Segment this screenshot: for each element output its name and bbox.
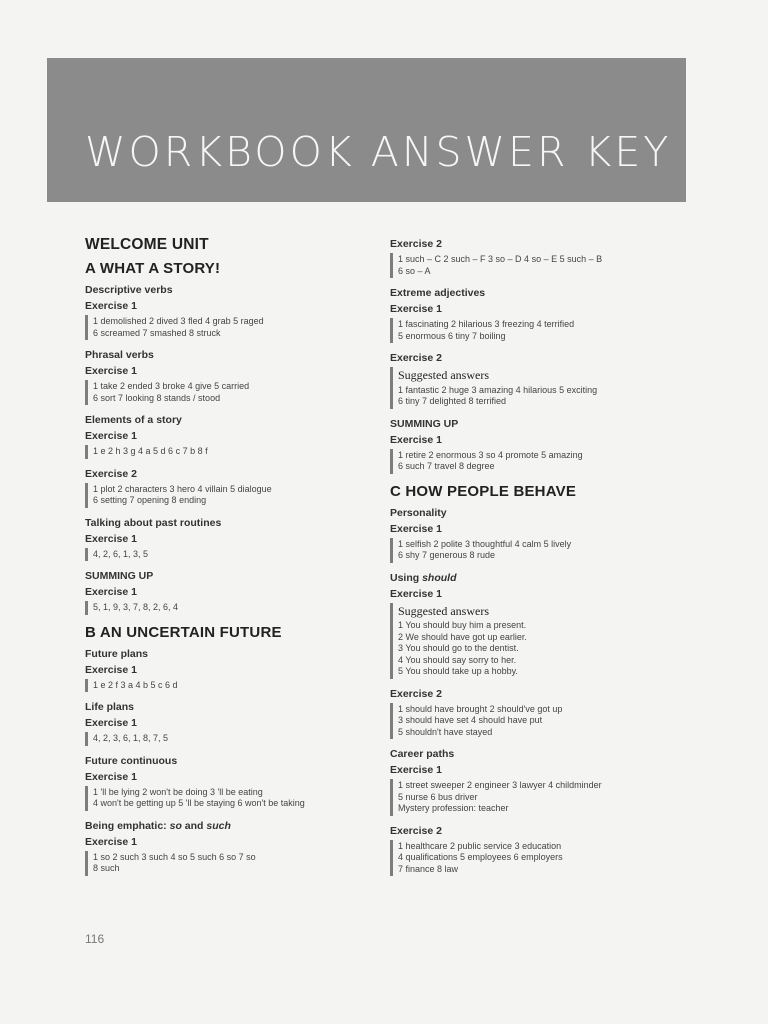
topic-future-continuous: Future continuous <box>85 754 178 767</box>
suggested-answers-label: Suggested answers <box>398 603 489 618</box>
exercise-label: Exercise 2 <box>390 238 442 250</box>
answer-line: 1 retire 2 enormous 3 so 4 promote 5 amazing <box>398 449 583 460</box>
topic-text-italic: should <box>422 571 457 584</box>
answer-block <box>390 840 690 877</box>
exercise-label: Exercise 2 <box>85 467 137 480</box>
section-heading-a: A WHAT A STORY! <box>85 260 221 277</box>
exercise-label: Exercise 1 <box>85 430 137 442</box>
exercise-label: Exercise 1 <box>390 587 442 600</box>
page-number: 116 <box>85 932 105 946</box>
exercise-label: Exercise 1 <box>85 717 137 729</box>
topic-personality: Personality <box>390 506 447 519</box>
exercise-label: Exercise 1 <box>85 532 137 545</box>
answer-block <box>85 851 365 876</box>
answer-block <box>85 601 365 615</box>
exercise-label: Exercise 1 <box>390 764 442 776</box>
answer-block <box>85 786 365 811</box>
exercise-label: Exercise 1 <box>85 365 137 377</box>
answer-line: 1 plot 2 characters 3 hero 4 villain 5 dialogue <box>93 483 272 494</box>
answer-line: 6 screamed 7 smashed 8 struck <box>93 327 221 338</box>
answer-line: 3 You should go to the dentist. <box>398 643 519 653</box>
answer-block <box>390 703 690 740</box>
exercise-label: Exercise 1 <box>85 770 137 783</box>
answer-line: 6 sort 7 looking 8 stands / stood <box>93 392 221 403</box>
exercise-label: Exercise 1 <box>85 835 137 848</box>
answer-line: 1 selfish 2 polite 3 thoughtful 4 calm 5 lively <box>398 538 572 549</box>
answer-line: 4 qualifications 5 employees 6 employers <box>398 852 563 862</box>
suggested-answers-label: Suggested answers <box>398 368 489 382</box>
answer-block <box>85 483 365 508</box>
answer-line: 4, 2, 6, 1, 3, 5 <box>93 548 149 559</box>
topic-past-routines: Talking about past routines <box>85 516 222 529</box>
answer-line: 6 shy 7 generous 8 rude <box>398 550 496 560</box>
topic-being-emphatic <box>85 820 365 832</box>
answer-line: 1 should have brought 2 should've got up <box>398 703 563 714</box>
answer-line: 8 such <box>93 863 120 873</box>
answer-line: 1 take 2 ended 3 broke 4 give 5 carried <box>93 381 250 391</box>
answer-line: 6 such 7 travel 8 degree <box>398 461 495 471</box>
section-heading-c: C HOW PEOPLE BEHAVE <box>390 482 577 500</box>
topic-text: Using <box>390 571 423 584</box>
right-column <box>390 238 690 885</box>
section-heading-b: B AN UNCERTAIN FUTURE <box>85 623 282 641</box>
topic-career-paths: Career paths <box>390 748 455 760</box>
topic-future-plans: Future plans <box>85 647 149 660</box>
answer-line: 1 so 2 such 3 such 4 so 5 such 6 so 7 so <box>93 851 256 862</box>
answer-line: 6 setting 7 opening 8 ending <box>93 495 207 505</box>
topic-life-plans: Life plans <box>85 701 135 713</box>
topic-text-italic: such <box>206 819 231 832</box>
left-column <box>85 232 365 885</box>
answer-block <box>390 318 690 343</box>
topic-phrasal-verbs: Phrasal verbs <box>85 349 154 361</box>
answer-block <box>85 315 365 340</box>
exercise-label: Exercise 1 <box>390 303 442 315</box>
answer-line: 4 won't be getting up 5 'll be staying 6 won't be taking <box>93 798 305 808</box>
page-title: WORKBOOK ANSWER KEY <box>85 128 672 176</box>
answer-line: 3 should have set 4 should have put <box>398 715 543 725</box>
exercise-label: Exercise 1 <box>390 433 442 446</box>
answer-line: 5 You should take up a hobby. <box>398 666 518 676</box>
topic-summing-up: SUMMING UP <box>390 417 459 430</box>
answer-line: 1 e 2 f 3 a 4 b 5 c 6 d <box>93 679 178 690</box>
topic-text: Being emphatic: <box>85 819 170 832</box>
answer-line: 1 'll be lying 2 won't be doing 3 'll be eating <box>93 786 263 797</box>
answer-block <box>85 732 365 746</box>
topic-extreme-adjectives: Extreme adjectives <box>390 287 486 299</box>
answer-line: 5 nurse 6 bus driver <box>398 791 478 802</box>
answer-line: 2 We should have got up earlier. <box>398 631 527 642</box>
answer-block <box>85 445 365 459</box>
answer-block <box>390 449 690 474</box>
answer-line: Mystery profession: teacher <box>398 803 509 813</box>
topic-descriptive-verbs: Descriptive verbs <box>85 284 173 296</box>
answer-block <box>390 367 690 409</box>
answer-block <box>85 380 365 405</box>
unit-heading: WELCOME UNIT <box>85 236 209 253</box>
answer-block <box>390 603 690 679</box>
topic-summing-up: SUMMING UP <box>85 570 154 582</box>
title-banner <box>47 58 686 202</box>
answer-line: 1 demolished 2 dived 3 fled 4 grab 5 raged <box>93 316 264 326</box>
answer-line: 6 tiny 7 delighted 8 terrified <box>398 396 507 406</box>
answer-block <box>85 679 365 693</box>
answer-line: 4 You should say sorry to her. <box>398 654 517 665</box>
answer-line: 4, 2, 3, 6, 1, 8, 7, 5 <box>93 733 169 743</box>
topic-using-should <box>390 572 690 584</box>
answer-block <box>390 253 690 278</box>
answer-line: 5 shouldn't have stayed <box>398 726 493 737</box>
exercise-label: Exercise 2 <box>390 352 442 364</box>
answer-line: 1 You should buy him a present. <box>398 620 527 630</box>
answer-line: 6 so – A <box>398 265 431 276</box>
answer-line: 5, 1, 9, 3, 7, 8, 2, 6, 4 <box>93 602 179 612</box>
exercise-label: Exercise 2 <box>390 824 442 837</box>
topic-text: and <box>181 819 207 832</box>
answer-line: 1 such – C 2 such – F 3 so – D 4 so – E 5 such – B <box>398 254 603 264</box>
exercise-label: Exercise 2 <box>390 687 442 700</box>
answer-line: 5 enormous 6 tiny 7 boiling <box>398 330 506 341</box>
answer-line: 1 fascinating 2 hilarious 3 freezing 4 terrified <box>398 319 575 329</box>
topic-text-italic: so <box>169 819 182 832</box>
answer-line: 1 healthcare 2 public service 3 education <box>398 840 562 851</box>
answer-line: 7 finance 8 law <box>398 863 459 874</box>
exercise-label: Exercise 1 <box>85 300 137 312</box>
answer-block <box>390 779 690 816</box>
answer-block <box>85 548 365 562</box>
answer-line: 1 e 2 h 3 g 4 a 5 d 6 c 7 b 8 f <box>93 446 208 456</box>
answer-line: 1 street sweeper 2 engineer 3 lawyer 4 childminder <box>398 780 602 790</box>
answer-block <box>390 538 690 563</box>
exercise-label: Exercise 1 <box>85 663 137 676</box>
answer-line: 1 fantastic 2 huge 3 amazing 4 hilarious 5 exciting <box>398 384 598 395</box>
exercise-label: Exercise 1 <box>390 522 442 535</box>
exercise-label: Exercise 1 <box>85 586 137 598</box>
topic-elements-of-story: Elements of a story <box>85 414 182 426</box>
